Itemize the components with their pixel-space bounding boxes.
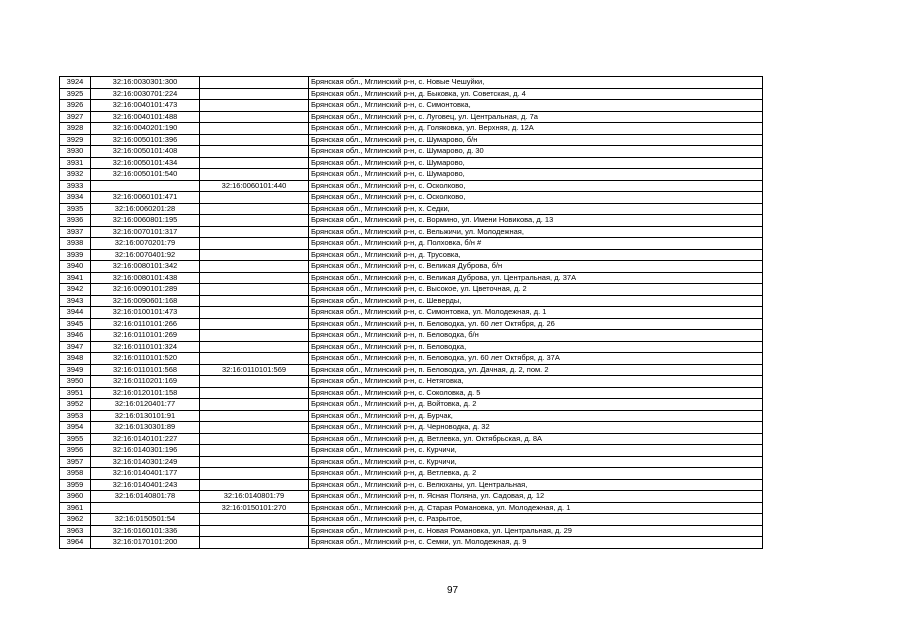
related-cadastral-number-cell bbox=[200, 238, 309, 250]
related-cadastral-number-cell bbox=[200, 514, 309, 526]
table-row bbox=[60, 399, 763, 411]
address-cell: Брянская обл., Мглинский р-н, п. Беловодка, ул. Дачная, д. 2, пом. 2 bbox=[309, 364, 763, 376]
related-cadastral-number-cell bbox=[200, 226, 309, 238]
table-row bbox=[60, 525, 763, 537]
row-number-cell: 3949 bbox=[60, 364, 91, 376]
address-cell: Брянская обл., Мглинский р-н, с. Шумарово, bbox=[309, 169, 763, 181]
related-cadastral-number-cell bbox=[200, 215, 309, 227]
table-row bbox=[60, 111, 763, 123]
cadastral-number-cell: 32:16:0050101:540 bbox=[91, 169, 200, 181]
cadastral-number-cell: 32:16:0130101:91 bbox=[91, 410, 200, 422]
related-cadastral-number-cell bbox=[200, 341, 309, 353]
address-cell: Брянская обл., Мглинский р-н, д. Ветлевка, ул. Октябрьская, д. 8А bbox=[309, 433, 763, 445]
related-cadastral-number-cell bbox=[200, 318, 309, 330]
address-cell: Брянская обл., Мглинский р-н, с. Симонтовка, ул. Молодежная, д. 1 bbox=[309, 307, 763, 319]
row-number-cell: 3928 bbox=[60, 123, 91, 135]
cadastral-number-cell: 32:16:0070201:79 bbox=[91, 238, 200, 250]
related-cadastral-number-cell bbox=[200, 479, 309, 491]
related-cadastral-number-cell bbox=[200, 376, 309, 388]
table-row bbox=[60, 261, 763, 273]
row-number-cell: 3951 bbox=[60, 387, 91, 399]
row-number-cell: 3940 bbox=[60, 261, 91, 273]
table-row bbox=[60, 456, 763, 468]
table-row bbox=[60, 295, 763, 307]
page-number: 97 bbox=[446, 585, 459, 596]
table-row bbox=[60, 215, 763, 227]
row-number-cell: 3936 bbox=[60, 215, 91, 227]
cadastral-number-cell: 32:16:0120401:77 bbox=[91, 399, 200, 411]
related-cadastral-number-cell bbox=[200, 330, 309, 342]
related-cadastral-number-cell: 32:16:0060101:440 bbox=[200, 180, 309, 192]
address-cell: Брянская обл., Мглинский р-н, с. Осколково, bbox=[309, 180, 763, 192]
row-number-cell: 3937 bbox=[60, 226, 91, 238]
address-cell: Брянская обл., Мглинский р-н, с. Семки, ул. Молодежная, д. 9 bbox=[309, 537, 763, 549]
related-cadastral-number-cell bbox=[200, 295, 309, 307]
address-cell: Брянская обл., Мглинский р-н, с. Шеверды, bbox=[309, 295, 763, 307]
row-number-cell: 3938 bbox=[60, 238, 91, 250]
cadastral-number-cell: 32:16:0140301:249 bbox=[91, 456, 200, 468]
row-number-cell: 3960 bbox=[60, 491, 91, 503]
related-cadastral-number-cell bbox=[200, 134, 309, 146]
cadastral-number-cell: 32:16:0080101:438 bbox=[91, 272, 200, 284]
row-number-cell: 3963 bbox=[60, 525, 91, 537]
cadastral-number-cell bbox=[91, 180, 200, 192]
row-number-cell: 3964 bbox=[60, 537, 91, 549]
row-number-cell: 3947 bbox=[60, 341, 91, 353]
address-cell: Брянская обл., Мглинский р-н, с. Луговец, ул. Центральная, д. 7а bbox=[309, 111, 763, 123]
address-cell: Брянская обл., Мглинский р-н, с. Вельжичи, ул. Молодежная, bbox=[309, 226, 763, 238]
address-cell: Брянская обл., Мглинский р-н, п. Беловодка, bbox=[309, 341, 763, 353]
related-cadastral-number-cell bbox=[200, 192, 309, 204]
table-row bbox=[60, 88, 763, 100]
row-number-cell: 3925 bbox=[60, 88, 91, 100]
address-cell: Брянская обл., Мглинский р-н, с. Новая Романовка, ул. Центральная, д. 29 bbox=[309, 525, 763, 537]
row-number-cell: 3950 bbox=[60, 376, 91, 388]
row-number-cell: 3930 bbox=[60, 146, 91, 158]
table-row bbox=[60, 146, 763, 158]
table-row bbox=[60, 249, 763, 261]
row-number-cell: 3954 bbox=[60, 422, 91, 434]
row-number-cell: 3952 bbox=[60, 399, 91, 411]
address-cell: Брянская обл., Мглинский р-н, п. Беловодка, б/н bbox=[309, 330, 763, 342]
address-cell: Брянская обл., Мглинский р-н, д. Ветлевка, д. 2 bbox=[309, 468, 763, 480]
related-cadastral-number-cell bbox=[200, 537, 309, 549]
cadastral-number-cell: 32:16:0100101:473 bbox=[91, 307, 200, 319]
related-cadastral-number-cell bbox=[200, 433, 309, 445]
cadastral-number-cell: 32:16:0140101:227 bbox=[91, 433, 200, 445]
cadastral-number-cell: 32:16:0110101:324 bbox=[91, 341, 200, 353]
cadastral-number-cell: 32:16:0050101:396 bbox=[91, 134, 200, 146]
table-row bbox=[60, 284, 763, 296]
table-row bbox=[60, 307, 763, 319]
address-cell: Брянская обл., Мглинский р-н, с. Вормино, ул. Имени Новикова, д. 13 bbox=[309, 215, 763, 227]
table-row bbox=[60, 203, 763, 215]
related-cadastral-number-cell bbox=[200, 100, 309, 112]
cadastral-number-cell: 32:16:0140301:196 bbox=[91, 445, 200, 457]
address-cell: Брянская обл., Мглинский р-н, с. Высокое, ул. Цветочная, д. 2 bbox=[309, 284, 763, 296]
table-row bbox=[60, 180, 763, 192]
table-row bbox=[60, 376, 763, 388]
table-row bbox=[60, 410, 763, 422]
table-row bbox=[60, 387, 763, 399]
related-cadastral-number-cell bbox=[200, 249, 309, 261]
row-number-cell: 3926 bbox=[60, 100, 91, 112]
row-number-cell: 3948 bbox=[60, 353, 91, 365]
address-cell: Брянская обл., Мглинский р-н, с. Осколково, bbox=[309, 192, 763, 204]
row-number-cell: 3946 bbox=[60, 330, 91, 342]
cadastral-number-cell: 32:16:0060201:28 bbox=[91, 203, 200, 215]
cadastral-number-cell: 32:16:0110101:266 bbox=[91, 318, 200, 330]
cadastral-number-cell: 32:16:0120101:158 bbox=[91, 387, 200, 399]
cadastral-number-cell: 32:16:0040101:473 bbox=[91, 100, 200, 112]
cadastral-number-cell: 32:16:0030701:224 bbox=[91, 88, 200, 100]
row-number-cell: 3953 bbox=[60, 410, 91, 422]
cadastral-number-cell: 32:16:0110101:568 bbox=[91, 364, 200, 376]
table-row bbox=[60, 123, 763, 135]
table-row bbox=[60, 192, 763, 204]
table-row bbox=[60, 479, 763, 491]
row-number-cell: 3932 bbox=[60, 169, 91, 181]
cadastral-number-cell: 32:16:0050101:434 bbox=[91, 157, 200, 169]
table-row bbox=[60, 238, 763, 250]
cadastral-number-cell: 32:16:0140401:177 bbox=[91, 468, 200, 480]
row-number-cell: 3957 bbox=[60, 456, 91, 468]
cadastral-number-cell: 32:16:0070401:92 bbox=[91, 249, 200, 261]
row-number-cell: 3945 bbox=[60, 318, 91, 330]
address-cell: Брянская обл., Мглинский р-н, с. Шумарово, б/н bbox=[309, 134, 763, 146]
cadastral-number-cell: 32:16:0140401:243 bbox=[91, 479, 200, 491]
table-row bbox=[60, 157, 763, 169]
related-cadastral-number-cell bbox=[200, 203, 309, 215]
related-cadastral-number-cell bbox=[200, 111, 309, 123]
row-number-cell: 3942 bbox=[60, 284, 91, 296]
address-cell: Брянская обл., Мглинский р-н, д. Голяковка, ул. Верхняя, д. 12А bbox=[309, 123, 763, 135]
address-cell: Брянская обл., Мглинский р-н, с. Шумарово, bbox=[309, 157, 763, 169]
address-cell: Брянская обл., Мглинский р-н, с. Шумарово, д. 30 bbox=[309, 146, 763, 158]
cadastral-number-cell: 32:16:0040201:190 bbox=[91, 123, 200, 135]
related-cadastral-number-cell bbox=[200, 88, 309, 100]
address-cell: Брянская обл., Мглинский р-н, с. Соколовка, д. 5 bbox=[309, 387, 763, 399]
address-cell: Брянская обл., Мглинский р-н, х. Седки, bbox=[309, 203, 763, 215]
cadastral-number-cell: 32:16:0090601:168 bbox=[91, 295, 200, 307]
row-number-cell: 3956 bbox=[60, 445, 91, 457]
related-cadastral-number-cell bbox=[200, 399, 309, 411]
cadastral-number-cell: 32:16:0040101:488 bbox=[91, 111, 200, 123]
table-row bbox=[60, 318, 763, 330]
row-number-cell: 3959 bbox=[60, 479, 91, 491]
table-row bbox=[60, 491, 763, 503]
table-row bbox=[60, 353, 763, 365]
address-cell: Брянская обл., Мглинский р-н, д. Черноводка, д. 32 bbox=[309, 422, 763, 434]
row-number-cell: 3933 bbox=[60, 180, 91, 192]
row-number-cell: 3929 bbox=[60, 134, 91, 146]
related-cadastral-number-cell bbox=[200, 284, 309, 296]
related-cadastral-number-cell bbox=[200, 77, 309, 89]
row-number-cell: 3943 bbox=[60, 295, 91, 307]
table-row bbox=[60, 341, 763, 353]
address-cell: Брянская обл., Мглинский р-н, с. Курчичи, bbox=[309, 445, 763, 457]
address-cell: Брянская обл., Мглинский р-н, д. Трусовка, bbox=[309, 249, 763, 261]
table-row bbox=[60, 502, 763, 514]
table-row bbox=[60, 537, 763, 549]
cadastral-number-cell: 32:16:0060101:471 bbox=[91, 192, 200, 204]
table-row bbox=[60, 272, 763, 284]
table-row bbox=[60, 514, 763, 526]
row-number-cell: 3955 bbox=[60, 433, 91, 445]
row-number-cell: 3958 bbox=[60, 468, 91, 480]
row-number-cell: 3944 bbox=[60, 307, 91, 319]
related-cadastral-number-cell bbox=[200, 387, 309, 399]
related-cadastral-number-cell bbox=[200, 445, 309, 457]
cadastral-number-cell: 32:16:0130301:89 bbox=[91, 422, 200, 434]
related-cadastral-number-cell bbox=[200, 272, 309, 284]
address-cell: Брянская обл., Мглинский р-н, с. Велюханы, ул. Центральная, bbox=[309, 479, 763, 491]
address-cell: Брянская обл., Мглинский р-н, д. Быковка, ул. Советская, д. 4 bbox=[309, 88, 763, 100]
related-cadastral-number-cell bbox=[200, 123, 309, 135]
related-cadastral-number-cell bbox=[200, 307, 309, 319]
related-cadastral-number-cell bbox=[200, 261, 309, 273]
row-number-cell: 3935 bbox=[60, 203, 91, 215]
related-cadastral-number-cell bbox=[200, 422, 309, 434]
related-cadastral-number-cell bbox=[200, 169, 309, 181]
records-table-body bbox=[60, 77, 763, 549]
address-cell: Брянская обл., Мглинский р-н, с. Курчичи, bbox=[309, 456, 763, 468]
related-cadastral-number-cell: 32:16:0150101:270 bbox=[200, 502, 309, 514]
cadastral-number-cell: 32:16:0070101:317 bbox=[91, 226, 200, 238]
address-cell: Брянская обл., Мглинский р-н, с. Симонтовка, bbox=[309, 100, 763, 112]
table-row bbox=[60, 169, 763, 181]
related-cadastral-number-cell: 32:16:0110101:569 bbox=[200, 364, 309, 376]
cadastral-number-cell: 32:16:0030301:300 bbox=[91, 77, 200, 89]
address-cell: Брянская обл., Мглинский р-н, д. Полховка, б/н # bbox=[309, 238, 763, 250]
related-cadastral-number-cell bbox=[200, 157, 309, 169]
row-number-cell: 3934 bbox=[60, 192, 91, 204]
address-cell: Брянская обл., Мглинский р-н, п. Беловодка, ул. 60 лет Октября, д. 37А bbox=[309, 353, 763, 365]
related-cadastral-number-cell bbox=[200, 456, 309, 468]
row-number-cell: 3962 bbox=[60, 514, 91, 526]
table-row bbox=[60, 226, 763, 238]
table-row bbox=[60, 422, 763, 434]
row-number-cell: 3961 bbox=[60, 502, 91, 514]
cadastral-number-cell: 32:16:0110201:169 bbox=[91, 376, 200, 388]
row-number-cell: 3927 bbox=[60, 111, 91, 123]
table-row bbox=[60, 134, 763, 146]
address-cell: Брянская обл., Мглинский р-н, с. Великая Дуброва, б/н bbox=[309, 261, 763, 273]
address-cell: Брянская обл., Мглинский р-н, с. Великая Дуброва, ул. Центральная, д. 37А bbox=[309, 272, 763, 284]
cadastral-number-cell: 32:16:0090101:289 bbox=[91, 284, 200, 296]
address-cell: Брянская обл., Мглинский р-н, д. Старая Романовка, ул. Молодежная, д. 1 bbox=[309, 502, 763, 514]
row-number-cell: 3924 bbox=[60, 77, 91, 89]
cadastral-number-cell: 32:16:0150501:54 bbox=[91, 514, 200, 526]
cadastral-number-cell: 32:16:0110101:520 bbox=[91, 353, 200, 365]
cadastral-number-cell bbox=[91, 502, 200, 514]
address-cell: Брянская обл., Мглинский р-н, п. Беловодка, ул. 60 лет Октября, д. 26 bbox=[309, 318, 763, 330]
row-number-cell: 3939 bbox=[60, 249, 91, 261]
table-row bbox=[60, 445, 763, 457]
related-cadastral-number-cell bbox=[200, 146, 309, 158]
table-row bbox=[60, 77, 763, 89]
records-table bbox=[59, 76, 763, 549]
row-number-cell: 3931 bbox=[60, 157, 91, 169]
cadastral-number-cell: 32:16:0110101:269 bbox=[91, 330, 200, 342]
address-cell: Брянская обл., Мглинский р-н, п. Ясная Поляна, ул. Садовая, д. 12 bbox=[309, 491, 763, 503]
related-cadastral-number-cell bbox=[200, 468, 309, 480]
related-cadastral-number-cell bbox=[200, 353, 309, 365]
address-cell: Брянская обл., Мглинский р-н, с. Разрытое, bbox=[309, 514, 763, 526]
address-cell: Брянская обл., Мглинский р-н, с. Новые Чешуйки, bbox=[309, 77, 763, 89]
table-row bbox=[60, 330, 763, 342]
address-cell: Брянская обл., Мглинский р-н, д. Войтовка, д. 2 bbox=[309, 399, 763, 411]
related-cadastral-number-cell bbox=[200, 410, 309, 422]
table-row bbox=[60, 100, 763, 112]
address-cell: Брянская обл., Мглинский р-н, д. Бурчак, bbox=[309, 410, 763, 422]
table-row bbox=[60, 468, 763, 480]
related-cadastral-number-cell bbox=[200, 525, 309, 537]
table-row bbox=[60, 364, 763, 376]
cadastral-number-cell: 32:16:0080101:342 bbox=[91, 261, 200, 273]
cadastral-number-cell: 32:16:0170101:200 bbox=[91, 537, 200, 549]
cadastral-number-cell: 32:16:0050101:408 bbox=[91, 146, 200, 158]
cadastral-number-cell: 32:16:0140801:78 bbox=[91, 491, 200, 503]
cadastral-number-cell: 32:16:0160101:336 bbox=[91, 525, 200, 537]
row-number-cell: 3941 bbox=[60, 272, 91, 284]
related-cadastral-number-cell: 32:16:0140801:79 bbox=[200, 491, 309, 503]
cadastral-number-cell: 32:16:0060801:195 bbox=[91, 215, 200, 227]
address-cell: Брянская обл., Мглинский р-н, с. Нетяговка, bbox=[309, 376, 763, 388]
table-row bbox=[60, 433, 763, 445]
